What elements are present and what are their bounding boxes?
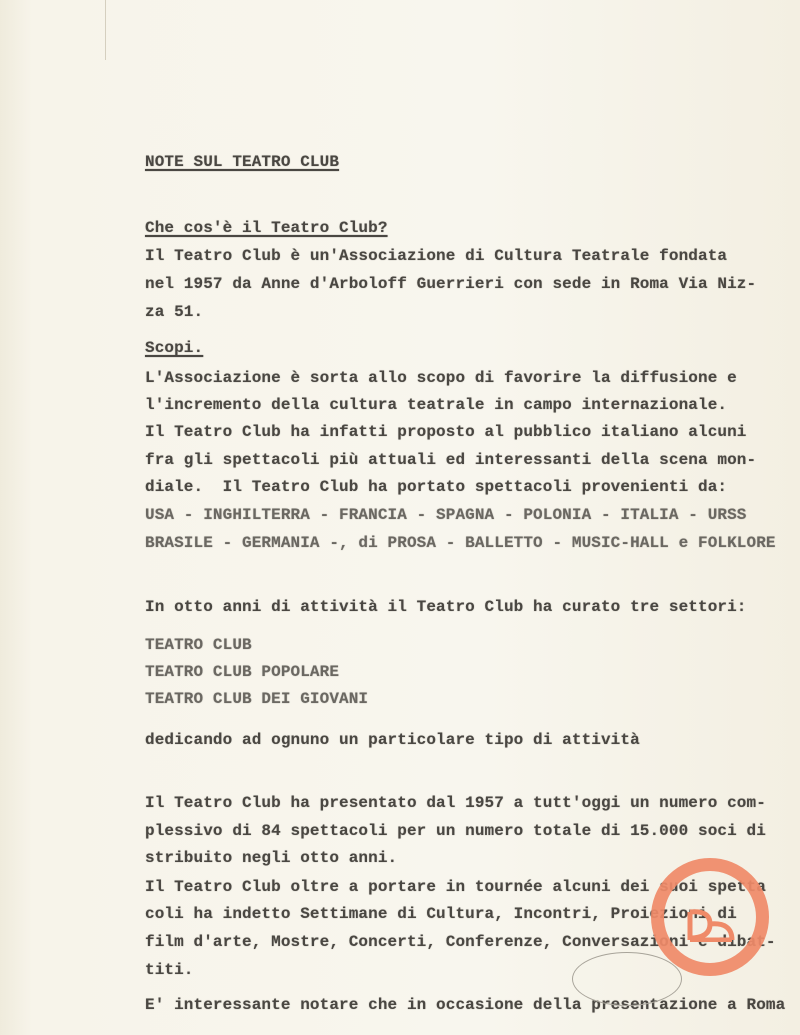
text-line: diale. Il Teatro Club ha portato spettacoli provenienti da:: [145, 478, 728, 496]
text-line: stribuito negli otto anni.: [145, 849, 398, 867]
text-line: Il Teatro Club ha presentato dal 1957 a tutt'oggi un numero com-: [145, 794, 766, 812]
text-line: USA - INGHILTERRA - FRANCIA - SPAGNA - POLONIA - ITALIA - URSS: [145, 506, 747, 524]
text-line: BRASILE - GERMANIA -, di PROSA - BALLETTO - MUSIC-HALL e FOLKLORE: [145, 534, 776, 552]
paper-edge: [105, 0, 112, 60]
text-line: Il Teatro Club è un'Associazione di Cultura Teatrale fondata: [145, 247, 728, 265]
library-stamp: [572, 952, 682, 1006]
sector-item: TEATRO CLUB: [145, 636, 252, 654]
document-title: NOTE SUL TEATRO CLUB: [145, 153, 340, 171]
text-line: In otto anni di attività il Teatro Club ha curato tre settori:: [145, 598, 747, 616]
text-line: L'Associazione è sorta allo scopo di favorire la diffusione e: [145, 369, 737, 387]
sector-item: TEATRO CLUB POPOLARE: [145, 663, 340, 681]
text-line: plessivo di 84 spettacoli per un numero totale di 15.000 soci di: [145, 822, 766, 840]
text-line: E' interessante notare che in occasione della presentazione a Roma: [145, 996, 786, 1014]
text-line: l'incremento della cultura teatrale in campo internazionale.: [145, 396, 728, 414]
text-line: film d'arte, Mostre, Concerti, Conferenze, Conversazioni e dibat-: [145, 933, 776, 951]
text-line: za 51.: [145, 303, 204, 321]
text-line: Il Teatro Club oltre a portare in tournée alcuni dei suoi spetta: [145, 878, 766, 896]
baldini-b-mark: [686, 908, 736, 942]
heading-aims: Scopi.: [145, 339, 204, 357]
text-line: dedicando ad ognuno un particolare tipo di attività: [145, 731, 640, 749]
heading-what: Che cos'è il Teatro Club?: [145, 219, 388, 237]
text-line: titi.: [145, 961, 194, 979]
text-line: fra gli spettacoli più attuali ed interessanti della scena mon-: [145, 451, 757, 469]
text-line: coli ha indetto Settimane di Cultura, Incontri, Proiezioni di: [145, 905, 737, 923]
text-line: nel 1957 da Anne d'Arboloff Guerrieri con sede in Roma Via Niz-: [145, 275, 757, 293]
sector-item: TEATRO CLUB DEI GIOVANI: [145, 690, 369, 708]
text-line: Il Teatro Club ha infatti proposto al pubblico italiano alcuni: [145, 423, 747, 441]
